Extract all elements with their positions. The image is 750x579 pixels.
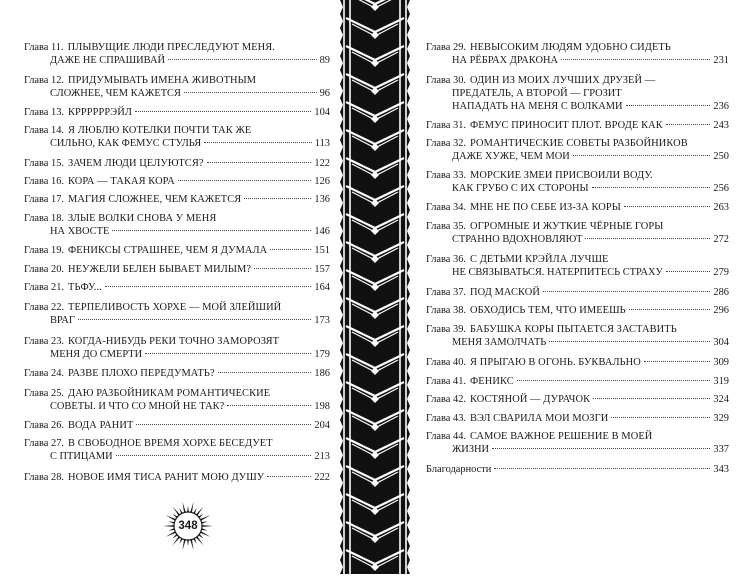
toc-entry[interactable] bbox=[426, 74, 729, 113]
toc-entry[interactable] bbox=[24, 157, 330, 170]
toc-entry-page: 337 bbox=[713, 444, 729, 455]
toc-entry-page: 113 bbox=[314, 138, 330, 149]
toc-entry-title: ПРЕДАТЕЛЬ, А ВТОРОЙ — ГРОЗИТ bbox=[452, 88, 622, 99]
toc-entry-title: ЗЛЫЕ ВОЛКИ СНОВА У МЕНЯ bbox=[68, 213, 217, 224]
toc-entry-line bbox=[24, 175, 330, 188]
toc-entry-title: ПРИДУМЫВАТЬ ИМЕНА ЖИВОТНЫМ bbox=[68, 75, 257, 86]
toc-entry[interactable] bbox=[24, 124, 330, 150]
toc-entry-label: Глава 31. bbox=[426, 120, 466, 131]
dot-leader bbox=[593, 398, 710, 399]
page-number: 348 bbox=[178, 520, 198, 532]
toc-entry-title: СЛОЖНЕЕ, ЧЕМ КАЖЕТСЯ bbox=[50, 88, 181, 99]
toc-entry-line bbox=[426, 463, 729, 476]
toc-entry-title: МНЕ НЕ ПО СЕБЕ ИЗ-ЗА КОРЫ bbox=[470, 202, 621, 213]
toc-entry[interactable] bbox=[24, 41, 330, 67]
toc-entry-line bbox=[24, 137, 330, 150]
toc-entry-label: Глава 34. bbox=[426, 202, 466, 213]
toc-entry-title: НОВОЕ ИМЯ ТИСА РАНИТ МОЮ ДУШУ bbox=[68, 472, 265, 483]
dot-leader bbox=[207, 162, 312, 163]
toc-entry-title: СОВЕТЫ. И ЧТО СО МНОЙ НЕ ТАК? bbox=[50, 401, 225, 412]
toc-entry-label: Глава 16. bbox=[24, 176, 64, 187]
toc-entry[interactable] bbox=[24, 74, 330, 100]
toc-entry-title: НЕ СВЯЗЫВАТЬСЯ. НАТЕРПИТЕСЬ СТРАХУ bbox=[452, 267, 663, 278]
toc-entry-title: НАПАДАТЬ НА МЕНЯ С ВОЛКАМИ bbox=[452, 101, 623, 112]
toc-entry-label: Глава 39. bbox=[426, 324, 466, 335]
toc-entry-page: 164 bbox=[314, 282, 330, 293]
toc-entry-page: 343 bbox=[713, 464, 729, 475]
toc-entry-line bbox=[24, 367, 330, 380]
toc-entry-title: ДАЖЕ ХУЖЕ, ЧЕМ МОИ bbox=[452, 151, 570, 162]
toc-entry[interactable] bbox=[426, 286, 729, 299]
toc-entry-label: Глава 28. bbox=[24, 472, 64, 483]
toc-entry-line bbox=[24, 437, 330, 450]
toc-entry-title: Я ЛЮБЛЮ КОТЕЛКИ ПОЧТИ ТАК ЖЕ bbox=[68, 125, 252, 136]
toc-entry[interactable] bbox=[24, 244, 330, 257]
toc-entry-line bbox=[426, 304, 729, 317]
toc-entry-title: ФЕНИКСЫ СТРАШНЕЕ, ЧЕМ Я ДУМАЛА bbox=[68, 245, 268, 256]
toc-entry-line bbox=[24, 348, 330, 361]
toc-entry[interactable] bbox=[426, 220, 729, 246]
dot-leader bbox=[494, 468, 710, 469]
toc-entry[interactable] bbox=[426, 253, 729, 279]
left-page bbox=[0, 0, 340, 574]
toc-entry-label: Глава 41. bbox=[426, 376, 466, 387]
toc-entry-line bbox=[426, 41, 729, 54]
toc-entry-line bbox=[24, 335, 330, 348]
toc-entry-line bbox=[426, 137, 729, 150]
toc-entry-title: ОДИН ИЗ МОИХ ЛУЧШИХ ДРУЗЕЙ — bbox=[470, 75, 656, 86]
toc-entry-label: Глава 36. bbox=[426, 254, 466, 265]
dot-leader bbox=[267, 476, 311, 477]
toc-entry[interactable] bbox=[426, 412, 729, 425]
toc-entry-label: Глава 15. bbox=[24, 158, 64, 169]
toc-entry-label: Глава 13. bbox=[24, 107, 64, 118]
toc-entry-page: 324 bbox=[713, 394, 729, 405]
toc-entry-page: 231 bbox=[713, 55, 729, 66]
dot-leader bbox=[105, 286, 312, 287]
toc-entry-page: 309 bbox=[713, 357, 729, 368]
toc-entry-page: 329 bbox=[713, 413, 729, 424]
dot-leader bbox=[517, 380, 711, 381]
toc-entry-line bbox=[24, 106, 330, 119]
toc-entry-line bbox=[426, 119, 729, 132]
toc-entry-title: НА РЁБРАХ ДРАКОНА bbox=[452, 55, 558, 66]
toc-entry-page: 319 bbox=[713, 376, 729, 387]
dot-leader bbox=[168, 59, 317, 60]
toc-entry-label: Глава 37. bbox=[426, 287, 466, 298]
toc-entry-title: МЕНЯ ДО СМЕРТИ bbox=[50, 349, 143, 360]
toc-entry-page: 272 bbox=[713, 234, 729, 245]
toc-entry-line bbox=[24, 124, 330, 137]
toc-entry-page: 250 bbox=[713, 151, 729, 162]
toc-entry[interactable] bbox=[426, 169, 729, 195]
toc-entry-title: ВРАГ bbox=[50, 315, 75, 326]
toc-entry-label: Глава 29. bbox=[426, 42, 466, 53]
toc-entry-label: Глава 11. bbox=[24, 42, 64, 53]
toc-entry-label: Глава 19. bbox=[24, 245, 64, 256]
toc-entry-title: СИЛЬНО, КАК ФЕМУС СТУЛЬЯ bbox=[50, 138, 202, 149]
toc-entry-title: ПЛЫВУЩИЕ ЛЮДИ ПРЕСЛЕДУЮТ МЕНЯ. bbox=[67, 42, 275, 53]
toc-entry-title: СТРАННО ВДОХНОВЛЯЮТ bbox=[452, 234, 583, 245]
toc-entry-line bbox=[24, 301, 330, 314]
toc-entry-title: НЕУЖЕЛИ БЕЛЕН БЫВАЕТ МИЛЫМ? bbox=[68, 264, 252, 275]
toc-entry-title: ОГРОМНЫЕ И ЖУТКИЕ ЧЁРНЫЕ ГОРЫ bbox=[470, 221, 664, 232]
toc-entry-page: 104 bbox=[314, 107, 330, 118]
toc-entry-line bbox=[426, 430, 729, 443]
dot-leader bbox=[116, 455, 312, 456]
toc-entry-page: 204 bbox=[314, 420, 330, 431]
toc-entry-line bbox=[426, 169, 729, 182]
toc-entry-page: 286 bbox=[713, 287, 729, 298]
toc-entry-title: ДАЖЕ НЕ СПРАШИВАЙ bbox=[50, 55, 165, 66]
toc-entry-title: МОРСКИЕ ЗМЕИ ПРИСВОИЛИ ВОДУ. bbox=[470, 170, 653, 181]
toc-entry-title: МАГИЯ СЛОЖНЕЕ, ЧЕМ КАЖЕТСЯ bbox=[68, 194, 242, 205]
toc-entry-line bbox=[24, 450, 330, 463]
dot-leader bbox=[543, 291, 710, 292]
dot-leader bbox=[666, 271, 711, 272]
toc-entry[interactable] bbox=[24, 471, 330, 484]
toc-entry-title: ФЕНИКС bbox=[470, 376, 514, 387]
toc-entry-line bbox=[426, 87, 729, 100]
toc-entry-page: 213 bbox=[314, 451, 330, 462]
toc-entry-line bbox=[426, 150, 729, 163]
toc-entry-title: ДАЮ РАЗБОЙНИКАМ РОМАНТИЧЕСКИЕ bbox=[68, 388, 271, 399]
toc-entry-page: 222 bbox=[314, 472, 330, 483]
toc-entry-title: НА ХВОСТЕ bbox=[50, 226, 110, 237]
toc-entry-page: 186 bbox=[314, 368, 330, 379]
toc-entry[interactable] bbox=[24, 367, 330, 380]
dot-leader bbox=[244, 198, 311, 199]
toc-entry-page: 279 bbox=[713, 267, 729, 278]
toc-entry[interactable] bbox=[24, 387, 330, 413]
toc-entry-title: НЕВЫСОКИМ ЛЮДЯМ УДОБНО СИДЕТЬ bbox=[470, 42, 671, 53]
dot-leader bbox=[549, 341, 710, 342]
dot-leader bbox=[112, 230, 311, 231]
toc-entry-line bbox=[426, 336, 729, 349]
dot-leader bbox=[666, 124, 711, 125]
toc-entry-page: 136 bbox=[314, 194, 330, 205]
toc-entry[interactable] bbox=[24, 419, 330, 432]
toc-entry-page: 243 bbox=[713, 120, 729, 131]
toc-entry-line bbox=[426, 182, 729, 195]
toc-entry-title: ВОДА РАНИТ bbox=[68, 420, 134, 431]
dot-leader bbox=[585, 238, 710, 239]
toc-entry-line bbox=[24, 41, 330, 54]
toc-entry[interactable] bbox=[24, 263, 330, 276]
toc-entry-title: ВЭЛ СВАРИЛА МОИ МОЗГИ bbox=[470, 413, 609, 424]
toc-entry[interactable] bbox=[426, 119, 729, 132]
toc-entry-title: ЖИЗНИ bbox=[452, 444, 490, 455]
toc-entry-line bbox=[426, 100, 729, 113]
toc-entry[interactable] bbox=[426, 201, 729, 214]
toc-entry-page: 126 bbox=[314, 176, 330, 187]
toc-entry[interactable] bbox=[24, 437, 330, 463]
dot-leader bbox=[573, 155, 711, 156]
toc-entry-title: КОРА — ТАКАЯ КОРА bbox=[68, 176, 175, 187]
toc-entry-line bbox=[24, 193, 330, 206]
toc-entry-page: 151 bbox=[314, 245, 330, 256]
toc-entry-page: 304 bbox=[713, 337, 729, 348]
dot-leader bbox=[492, 448, 710, 449]
toc-entry-line bbox=[24, 419, 330, 432]
dot-leader bbox=[626, 105, 711, 106]
toc-entry-page: 179 bbox=[314, 349, 330, 360]
toc-entry-line bbox=[426, 253, 729, 266]
dot-leader bbox=[611, 417, 710, 418]
toc-entry[interactable] bbox=[426, 323, 729, 349]
toc-entry-line bbox=[426, 286, 729, 299]
toc-entry-line bbox=[426, 356, 729, 369]
dot-leader bbox=[644, 361, 711, 362]
right-page bbox=[410, 0, 750, 574]
toc-entry[interactable] bbox=[426, 430, 729, 456]
toc-entry-title: В СВОБОДНОЕ ВРЕМЯ ХОРХЕ БЕСЕДУЕТ bbox=[68, 438, 273, 449]
toc-entry-label: Глава 18. bbox=[24, 213, 64, 224]
dot-leader bbox=[178, 180, 312, 181]
toc-entry-title: КОСТЯНОЙ — ДУРАЧОК bbox=[470, 394, 591, 405]
toc-entry[interactable] bbox=[426, 393, 729, 406]
toc-entry-page: 296 bbox=[713, 305, 729, 316]
toc-entry[interactable] bbox=[426, 137, 729, 163]
toc-entry-line bbox=[426, 443, 729, 456]
toc-entry-label: Глава 14. bbox=[24, 125, 64, 136]
toc-entry-title: КАК ГРУБО С ИХ СТОРОНЫ bbox=[452, 183, 589, 194]
toc-entry-title: С ПТИЦАМИ bbox=[50, 451, 113, 462]
toc-entry-line bbox=[426, 74, 729, 87]
toc-entry[interactable] bbox=[426, 41, 729, 67]
toc-entry-label: Глава 12. bbox=[24, 75, 64, 86]
dot-leader bbox=[204, 142, 312, 143]
decorative-border-strip bbox=[340, 0, 410, 574]
toc-entry-line bbox=[426, 201, 729, 214]
toc-entry-label: Глава 32. bbox=[426, 138, 466, 149]
toc-entry-line bbox=[426, 412, 729, 425]
toc-entry-title: ПОД МАСКОЙ bbox=[470, 287, 541, 298]
toc-entry-line bbox=[426, 323, 729, 336]
toc-entry-line bbox=[24, 281, 330, 294]
toc-entry-page: 122 bbox=[314, 158, 330, 169]
dot-leader bbox=[624, 206, 710, 207]
dot-leader bbox=[78, 319, 312, 320]
toc-entry-line bbox=[24, 400, 330, 413]
toc-entry-line bbox=[426, 266, 729, 279]
toc-entry-label: Глава 33. bbox=[426, 170, 466, 181]
toc-entry-label: Глава 42. bbox=[426, 394, 466, 405]
toc-entry-title: САМОЕ ВАЖНОЕ РЕШЕНИЕ В МОЕЙ bbox=[470, 431, 653, 442]
toc-entry-label: Глава 35. bbox=[426, 221, 466, 232]
toc-entry-line bbox=[24, 87, 330, 100]
toc-entry-page: 173 bbox=[314, 315, 330, 326]
dot-leader bbox=[145, 353, 311, 354]
toc-entry-title: МЕНЯ ЗАМОЛЧАТЬ bbox=[452, 337, 547, 348]
toc-entry-title: БАБУШКА КОРЫ ПЫТАЕТСЯ ЗАСТАВИТЬ bbox=[470, 324, 677, 335]
toc-entry-title: РОМАНТИЧЕСКИЕ СОВЕТЫ РАЗБОЙНИКОВ bbox=[470, 138, 688, 149]
dot-leader bbox=[629, 309, 711, 310]
page-number-badge bbox=[162, 500, 214, 552]
toc-entry[interactable] bbox=[24, 175, 330, 188]
toc-entry-label: Благодарности bbox=[426, 464, 492, 475]
toc-entry-label: Глава 38. bbox=[426, 305, 466, 316]
toc-entry[interactable] bbox=[426, 356, 729, 369]
toc-entry-line bbox=[24, 225, 330, 238]
toc-entry-line bbox=[426, 375, 729, 388]
toc-entry-line bbox=[426, 393, 729, 406]
toc-entry-label: Глава 17. bbox=[24, 194, 64, 205]
toc-entry-label: Глава 27. bbox=[24, 438, 64, 449]
toc-entry-page: 198 bbox=[314, 401, 330, 412]
toc-entry-label: Глава 25. bbox=[24, 388, 64, 399]
dot-leader bbox=[135, 111, 311, 112]
toc-entry-label: Глава 20. bbox=[24, 264, 64, 275]
toc-entry-label: Глава 40. bbox=[426, 357, 466, 368]
toc-entry-line bbox=[24, 54, 330, 67]
toc-entry-line bbox=[24, 471, 330, 484]
toc-entry-title: КРРРРРРЭЙЛ bbox=[68, 107, 133, 118]
toc-entry-title: КОГДА-НИБУДЬ РЕКИ ТОЧНО ЗАМОРОЗЯТ bbox=[68, 336, 280, 347]
toc-entry-page: 96 bbox=[319, 88, 330, 99]
dot-leader bbox=[218, 372, 312, 373]
dot-leader bbox=[136, 424, 311, 425]
toc-entry[interactable] bbox=[24, 301, 330, 327]
toc-entry-title: РАЗВЕ ПЛОХО ПЕРЕДУМАТЬ? bbox=[68, 368, 215, 379]
toc-entry-title: Я ПРЫГАЮ В ОГОНЬ. БУКВАЛЬНО bbox=[470, 357, 641, 368]
toc-entry-line bbox=[24, 263, 330, 276]
toc-entry-page: 236 bbox=[713, 101, 729, 112]
toc-entry-label: Глава 26. bbox=[24, 420, 64, 431]
toc-entry-label: Глава 24. bbox=[24, 368, 64, 379]
toc-entry-page: 157 bbox=[314, 264, 330, 275]
toc-entry-line bbox=[24, 74, 330, 87]
toc-entry[interactable] bbox=[24, 106, 330, 119]
dot-leader bbox=[270, 249, 311, 250]
toc-entry-title: ЗАЧЕМ ЛЮДИ ЦЕЛУЮТСЯ? bbox=[68, 158, 204, 169]
toc-entry-label: Глава 22. bbox=[24, 302, 64, 313]
toc-entry-title: ТЬФУ... bbox=[68, 282, 102, 293]
toc-entry[interactable] bbox=[426, 304, 729, 317]
toc-entry-page: 256 bbox=[713, 183, 729, 194]
toc-entry-title: ОБХОДИСЬ ТЕМ, ЧТО ИМЕЕШЬ bbox=[470, 305, 626, 316]
toc-entry[interactable] bbox=[24, 281, 330, 294]
toc-entry-line bbox=[24, 157, 330, 170]
dot-leader bbox=[592, 187, 711, 188]
dot-leader bbox=[184, 92, 317, 93]
toc-entry-label: Глава 44. bbox=[426, 431, 466, 442]
dot-leader bbox=[254, 268, 311, 269]
dot-leader bbox=[561, 59, 710, 60]
toc-entry[interactable] bbox=[24, 193, 330, 206]
tribal-pattern-icon bbox=[340, 0, 410, 574]
toc-entry-line bbox=[24, 244, 330, 257]
toc-entry-label: Глава 43. bbox=[426, 413, 466, 424]
toc-entry-label: Глава 23. bbox=[24, 336, 64, 347]
toc-entry-line bbox=[24, 314, 330, 327]
toc-entry-line bbox=[426, 220, 729, 233]
toc-entry-page: 146 bbox=[314, 226, 330, 237]
toc-entry-label: Глава 21. bbox=[24, 282, 64, 293]
toc-entry-title: ТЕРПЕЛИВОСТЬ ХОРХЕ — МОЙ ЗЛЕЙШИЙ bbox=[68, 302, 282, 313]
toc-entry-title: С ДЕТЬМИ КРЭЙЛА ЛУЧШЕ bbox=[470, 254, 609, 265]
toc-entry-page: 89 bbox=[319, 55, 330, 66]
toc-entry[interactable] bbox=[426, 463, 729, 476]
toc-entry-label: Глава 30. bbox=[426, 75, 466, 86]
dot-leader bbox=[227, 405, 311, 406]
toc-entry-line bbox=[24, 212, 330, 225]
toc-entry-title: ФЕМУС ПРИНОСИТ ПЛОТ. ВРОДЕ КАК bbox=[470, 120, 663, 131]
toc-entry-line bbox=[24, 387, 330, 400]
toc-entry[interactable] bbox=[24, 335, 330, 361]
toc-entry-line bbox=[426, 54, 729, 67]
toc-entry-page: 263 bbox=[713, 202, 729, 213]
toc-entry-line bbox=[426, 233, 729, 246]
toc-entry[interactable] bbox=[24, 212, 330, 238]
toc-entry[interactable] bbox=[426, 375, 729, 388]
